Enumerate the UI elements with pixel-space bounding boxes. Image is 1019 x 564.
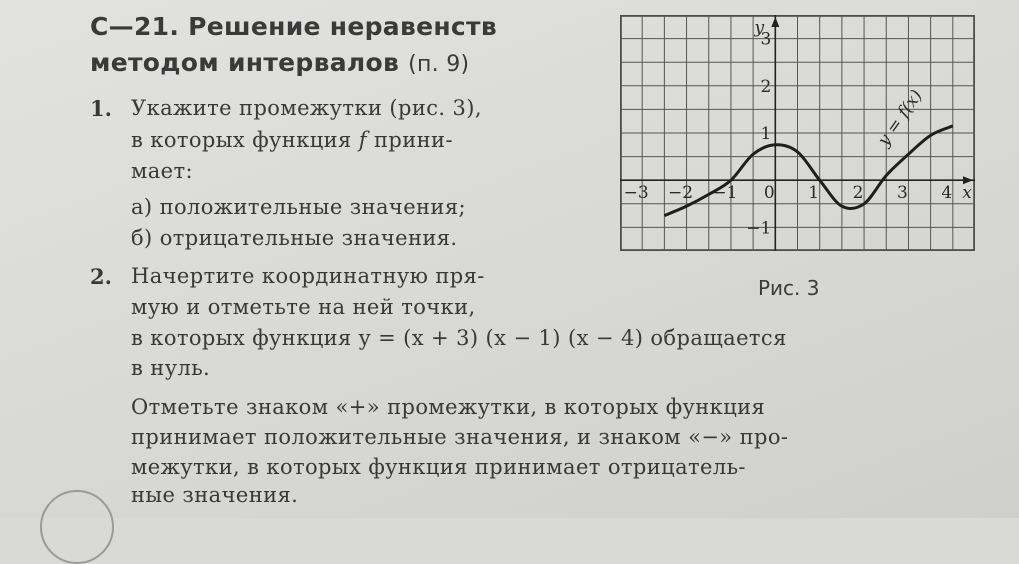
y-axis-label: y [754, 18, 765, 38]
x-tick-label: 1 [808, 183, 820, 204]
section-title-ref: (п. 9) [408, 52, 470, 77]
task1-item-b: б) отрицательные значения. [131, 226, 458, 250]
x-tick-label: 0 [763, 183, 775, 204]
y-tick-label: 3 [760, 29, 772, 50]
task1-line3: мает: [131, 159, 193, 183]
section-title-line1: С—21. Решение неравенств [90, 12, 497, 41]
y-tick-label: 2 [760, 76, 772, 97]
stamp-circle-decoration [40, 490, 114, 564]
y-axis-arrow [771, 17, 779, 27]
section-title-line2 [90, 48, 469, 77]
y-tick-label: −1 [746, 218, 772, 239]
graph-svg [620, 15, 975, 251]
task2-line6: принимает положительные значения, и знаком «−» про- [131, 425, 789, 449]
task1-item-a: а) положительные значения; [131, 195, 466, 219]
y-tick-label: 1 [760, 124, 772, 144]
x-axis-label: x [962, 183, 972, 204]
task2-line7: межутки, в которых функция принимает отрицатель- [131, 455, 746, 479]
task2-line2: мую и отметьте на ней точки, [131, 295, 476, 319]
task1-number: 1. [90, 96, 112, 121]
task1-line2 [131, 128, 453, 152]
task2-line1: Начертите координатную пря- [131, 264, 485, 288]
x-tick-label: 4 [941, 183, 953, 204]
section-title-method: методом интервалов [90, 48, 400, 77]
task2-line3: в которых функция y = (x + 3) (x − 1) (x − 4) обращается [131, 326, 787, 350]
curve-label: y = f(x) [873, 86, 927, 151]
figure-caption: Рис. 3 [758, 276, 820, 300]
task1-line1: Укажите промежутки (рис. 3), [131, 96, 482, 120]
x-tick-label: 2 [852, 183, 864, 204]
x-tick-label: −3 [623, 183, 649, 204]
task2-line5: Отметьте знаком «+» промежутки, в которых функция [131, 395, 766, 419]
x-tick-label: −2 [668, 183, 694, 204]
task1-line2-end: прини- [366, 128, 453, 152]
task1-line2-text: в которых функция [131, 128, 359, 152]
task2-line8: ные значения. [131, 483, 299, 507]
figure-graph [620, 15, 975, 251]
x-tick-label: −1 [712, 183, 738, 204]
task2-line4: в нуль. [131, 356, 211, 380]
task2-number: 2. [90, 264, 112, 289]
task1-function-symbol: f [358, 128, 367, 152]
x-tick-label: 3 [897, 183, 908, 204]
